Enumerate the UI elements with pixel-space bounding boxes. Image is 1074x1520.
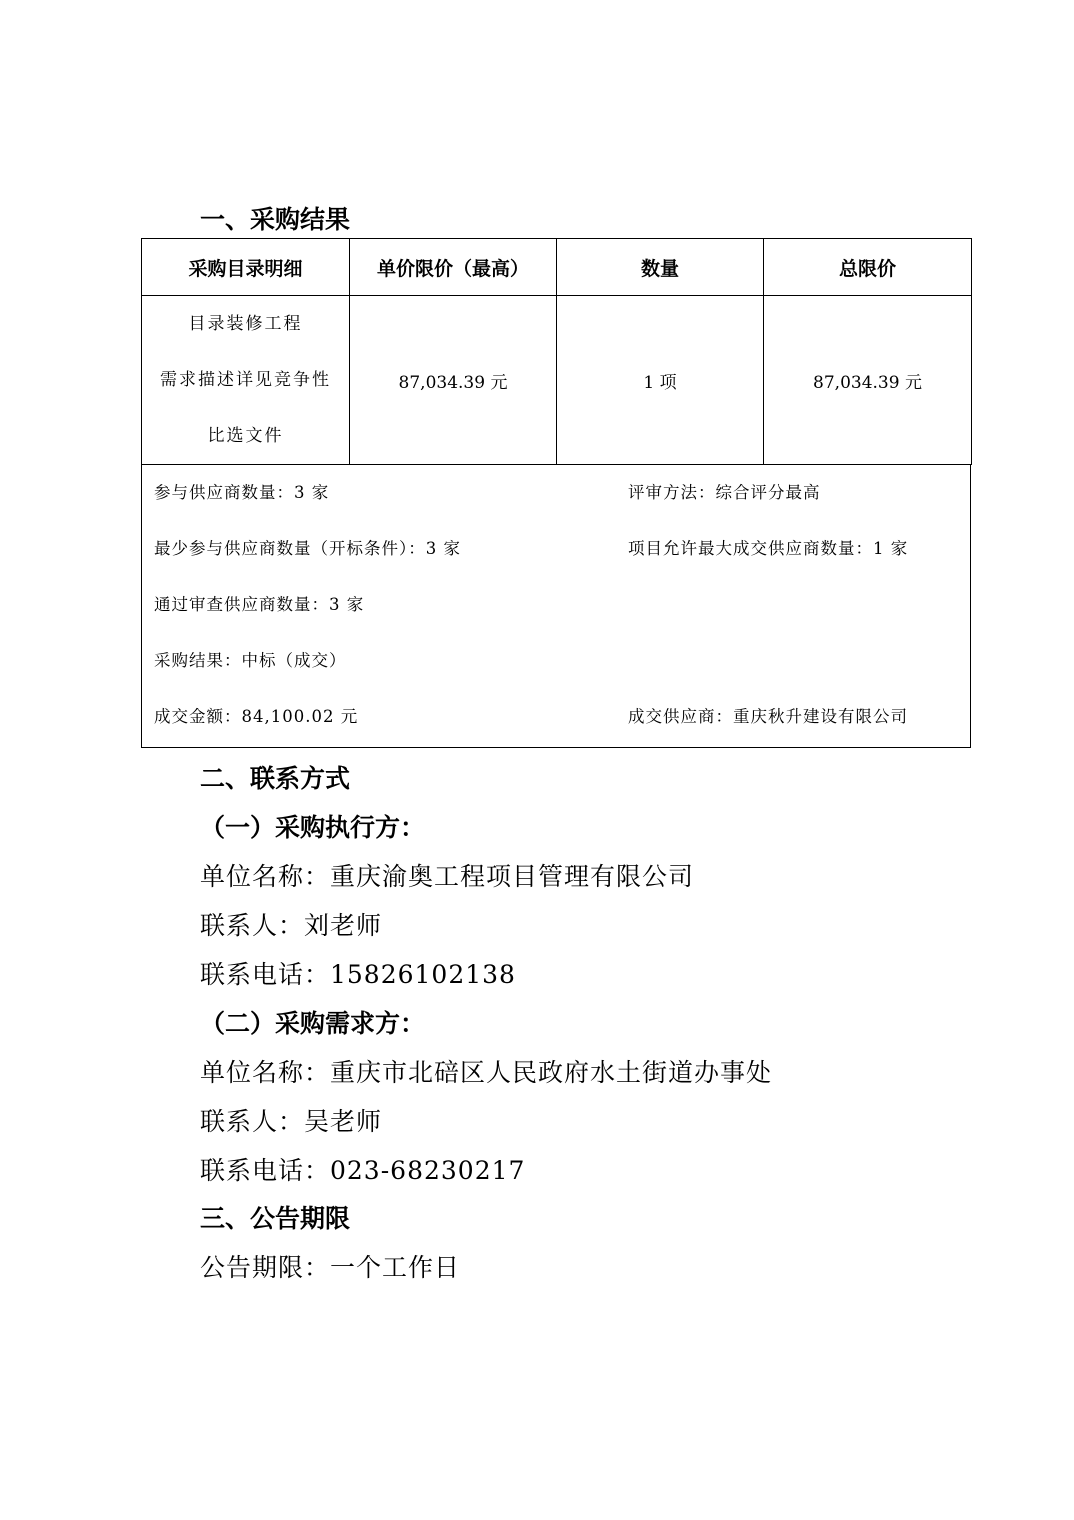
executor-contact: 联系人：刘老师 — [200, 911, 383, 940]
section-1-title: 一、采购结果 — [200, 205, 351, 234]
executor-phone: 联系电话：15826102138 — [200, 960, 516, 989]
demander-title: （二）采购需求方： — [200, 1009, 426, 1038]
table-row — [142, 296, 972, 465]
catalog-cell — [142, 296, 350, 465]
header-catalog: 采购目录明细 — [142, 239, 350, 296]
passed-supplier-count: 通过审查供应商数量：3 家 — [154, 595, 365, 614]
header-quantity: 数量 — [557, 239, 764, 296]
header-total: 总限价 — [764, 239, 972, 296]
max-winner-count: 项目允许最大成交供应商数量：1 家 — [628, 539, 909, 558]
demander-unit: 单位名称：重庆市北碚区人民政府水土街道办事处 — [200, 1058, 773, 1087]
catalog-line: 需求描述详见竞争性 — [160, 370, 331, 390]
result-info-box — [141, 465, 971, 748]
catalog-line: 比选文件 — [207, 426, 284, 446]
executor-title: （一）采购执行方： — [200, 813, 426, 842]
demander-phone: 联系电话：023-68230217 — [200, 1156, 526, 1185]
notice-period: 公告期限：一个工作日 — [200, 1253, 461, 1282]
quantity-cell: 1 项 — [557, 296, 764, 465]
deal-amount: 成交金额：84,100.02 元 — [154, 707, 359, 726]
header-unit-price: 单价限价（最高） — [350, 239, 557, 296]
min-supplier-count: 最少参与供应商数量（开标条件）：3 家 — [154, 539, 461, 558]
winning-supplier: 成交供应商：重庆秋升建设有限公司 — [628, 707, 908, 726]
section-3-title: 三、公告期限 — [200, 1204, 351, 1233]
demander-contact: 联系人：吴老师 — [200, 1107, 383, 1136]
section-2-title: 二、联系方式 — [200, 764, 351, 793]
supplier-count: 参与供应商数量：3 家 — [154, 483, 330, 502]
total-cell: 87,034.39 元 — [764, 296, 972, 465]
procurement-result: 采购结果：中标（成交） — [154, 651, 347, 670]
review-method: 评审方法：综合评分最高 — [628, 483, 821, 502]
table-header-row — [142, 239, 972, 296]
procurement-result-table — [141, 238, 972, 465]
executor-unit: 单位名称：重庆渝奥工程项目管理有限公司 — [200, 862, 695, 891]
catalog-line: 目录装修工程 — [188, 314, 303, 334]
unit-price-cell: 87,034.39 元 — [350, 296, 557, 465]
